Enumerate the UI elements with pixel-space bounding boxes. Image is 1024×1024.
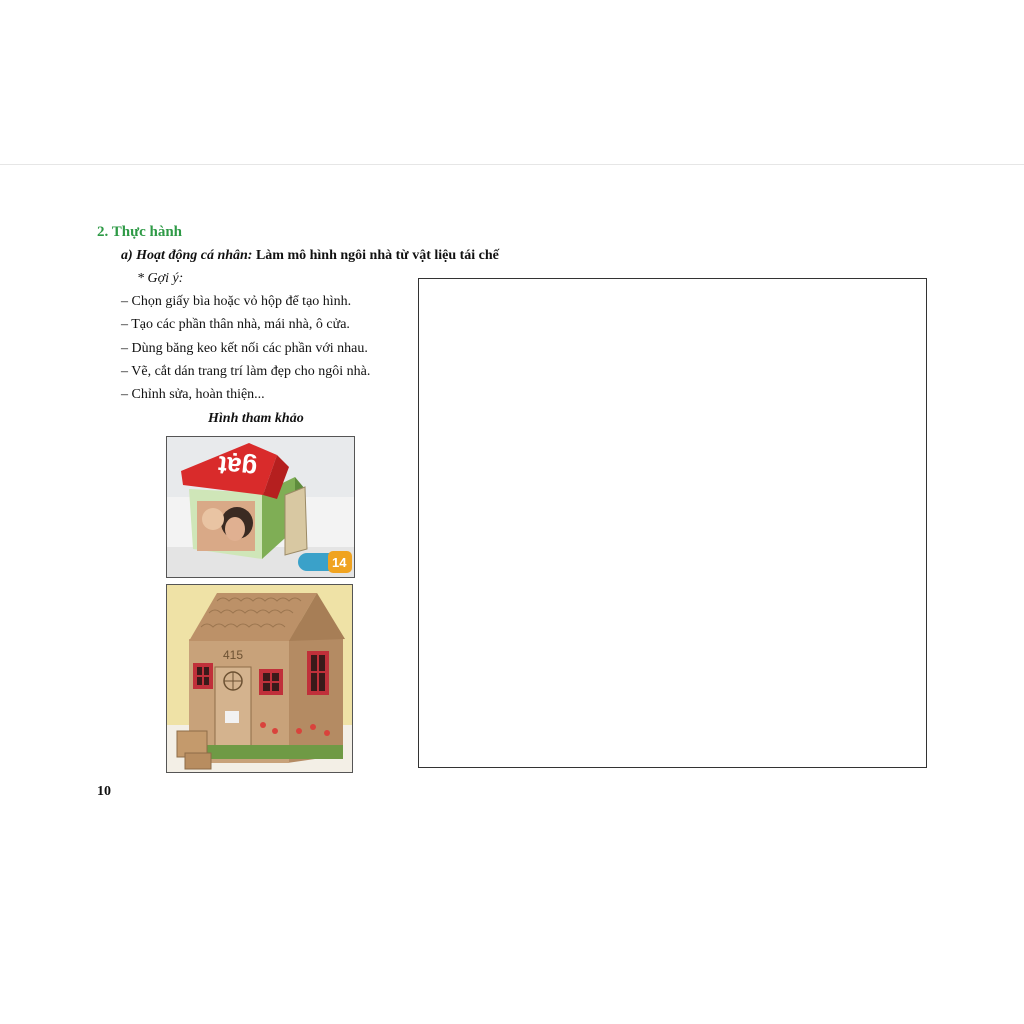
steps-list (121, 293, 370, 409)
page-number: 10 (97, 784, 111, 799)
list-item: – Dùng băng keo kết nối các phần với nhau. (121, 340, 368, 356)
house-number: 415 (223, 648, 244, 662)
page-top-divider (0, 164, 1024, 165)
activity-label: a) Hoạt động cá nhân: (121, 248, 253, 263)
list-item: – Chỉnh sửa, hoàn thiện... (121, 387, 265, 403)
activity-heading (121, 248, 499, 264)
roof-brand-text: gạt (216, 450, 259, 485)
figure-caption: Hình tham khảo (208, 411, 304, 426)
list-item: – Chọn giấy bìa hoặc vỏ hộp để tạo hình. (121, 294, 352, 309)
cardboard-house-photo (166, 584, 353, 773)
badge-number: 14 (332, 555, 347, 570)
box-house-photo (166, 436, 355, 578)
list-item: – Tạo các phần thân nhà, mái nhà, ô cửa. (121, 317, 350, 333)
drawing-area (418, 278, 927, 768)
activity-task: Làm mô hình ngôi nhà từ vật liệu tái chế (255, 248, 499, 263)
hint-label: * Gợi ý: (137, 271, 184, 286)
section-title: 2. Thực hành (97, 224, 183, 240)
cardboard-house-illustration (167, 585, 352, 772)
box-house-illustration (167, 437, 354, 577)
list-item: – Vẽ, cắt dán trang trí làm đẹp cho ngôi nhà. (121, 363, 371, 379)
